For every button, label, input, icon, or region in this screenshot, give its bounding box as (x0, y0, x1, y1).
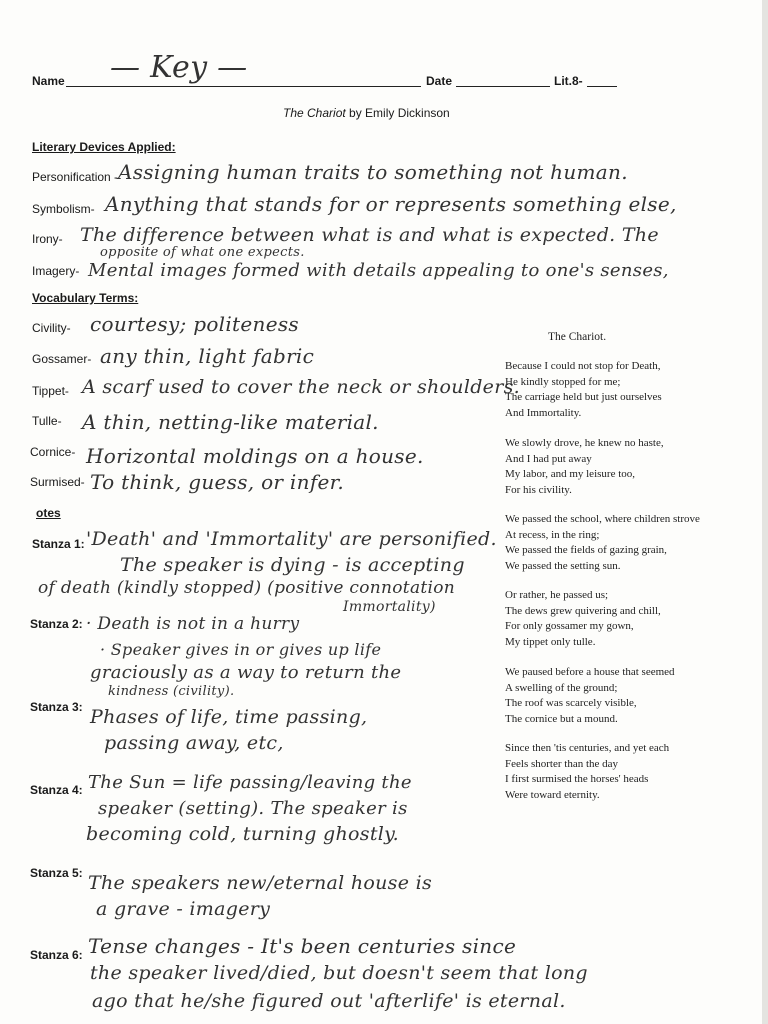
poem-line: The roof was scarcely visible, (505, 697, 637, 709)
stanza-note: The speakers new/eternal house is (88, 872, 433, 894)
stanza-label: Stanza 3: (30, 700, 83, 714)
stanza-note: · Speaker gives in or gives up life (100, 640, 382, 659)
vocab-term: Civility- (32, 321, 71, 335)
name-label: Name (32, 74, 65, 88)
poem-title: The Chariot. (548, 331, 607, 343)
stanza-note: The speaker is dying - is accepting (120, 554, 465, 576)
stanza-note: a grave - imagery (96, 898, 271, 920)
device-answer-continued: opposite of what one expects. (100, 245, 305, 260)
stanza-note: Phases of life, time passing, (90, 706, 368, 728)
poem-stanza (505, 665, 675, 727)
poem-line: We slowly drove, he knew no haste, (505, 437, 664, 449)
poem-line: Feels shorter than the day (505, 757, 619, 770)
stanza-note: · Death is not in a hurry (86, 614, 300, 634)
stanza-note: the speaker lived/died, but doesn't seem that long (90, 962, 588, 984)
stanza-note: of death (kindly stopped) (positive connotation (38, 578, 456, 598)
poem-line: For his civility. (505, 483, 572, 496)
vocab-answer: courtesy; politeness (90, 312, 299, 336)
poem-stanza (505, 512, 700, 574)
vocab-term: Tippet- (32, 384, 69, 398)
poem-line: At recess, in the ring; (505, 528, 600, 541)
stanza-note: Immortality) (343, 599, 436, 615)
poem-line: My labor, and my leisure too, (505, 468, 636, 480)
vocab-answer: A scarf used to cover the neck or shoulders. (82, 376, 520, 398)
stanza-label: Stanza 1: (32, 537, 85, 551)
stanza-label: Stanza 6: (30, 948, 83, 962)
stanza-note: kindness (civility). (108, 684, 235, 699)
device-term: Irony- (32, 232, 63, 246)
work-author: by Emily Dickinson (345, 106, 450, 120)
poem-line: He kindly stopped for me; (505, 375, 621, 388)
literary-devices-heading: Literary Devices Applied: (32, 140, 176, 154)
poem-line: And I had put away (505, 452, 592, 465)
stanza-note: The Sun = life passing/leaving the (88, 772, 412, 793)
device-answer: Mental images formed with details appealing to one's senses, (88, 260, 669, 281)
device-term: Personification - (32, 170, 119, 184)
notes-heading: otes (36, 506, 61, 520)
poem-line: We passed the school, where children strove (505, 513, 700, 525)
poem-line: The cornice but a mound. (505, 712, 618, 725)
device-answer: Assigning human traits to something not human. (118, 160, 628, 184)
vocab-answer: To think, guess, or infer. (90, 470, 344, 494)
vocab-term: Surmised- (30, 475, 85, 489)
poem-stanza (505, 588, 661, 650)
poem-line: And Immortality. (505, 406, 582, 419)
device-answer: Anything that stands for or represents something else, (105, 192, 677, 216)
stanza-label: Stanza 2: (30, 617, 83, 631)
vocab-answer: any thin, light fabric (100, 344, 315, 368)
poem-line: My tippet only tulle. (505, 635, 596, 648)
device-answer: The difference between what is and what is expected. The (80, 224, 659, 246)
date-underline (456, 86, 550, 87)
stanza-note: Tense changes - It's been centuries since (88, 934, 517, 958)
poem-stanza (505, 359, 662, 421)
device-term: Imagery- (32, 264, 80, 278)
vocab-answer: Horizontal moldings on a house. (86, 444, 424, 468)
poem-line: Or rather, he passed us; (505, 589, 609, 601)
poem-line: I first surmised the horses' heads (505, 773, 649, 785)
poem-line: For only gossamer my gown, (505, 620, 634, 632)
poem-line: We paused before a house that seemed (505, 666, 675, 678)
stanza-note: 'Death' and 'Immortality' are personified. (86, 528, 497, 550)
poem-line: Since then 'tis centuries, and yet each (505, 742, 670, 754)
vocabulary-heading: Vocabulary Terms: (32, 291, 139, 305)
stanza-note: passing away, etc, (104, 732, 284, 754)
poem-stanza (505, 436, 664, 498)
poem-line: We passed the fields of gazing grain, (505, 544, 667, 556)
poem-stanza (505, 741, 669, 803)
stanza-note: speaker (setting). The speaker is (98, 798, 408, 819)
poem-line: Because I could not stop for Death, (505, 360, 661, 372)
name-value: — Key — (110, 50, 248, 85)
poem-line: Were toward eternity. (505, 788, 600, 801)
device-term: Symbolism- (32, 202, 95, 216)
stanza-note: graciously as a way to return the (90, 662, 402, 683)
vocab-answer: A thin, netting-like material. (82, 410, 379, 434)
date-label: Date (426, 74, 453, 88)
page-edge-shadow (762, 0, 768, 1024)
page-title (283, 106, 450, 120)
vocab-term: Tulle- (32, 414, 62, 428)
stanza-label: Stanza 5: (30, 866, 83, 880)
poem-line: The dews grew quivering and chill, (505, 604, 661, 617)
class-label: Lit.8- (554, 74, 583, 88)
work-title: The Chariot (283, 106, 346, 120)
stanza-label: Stanza 4: (30, 783, 83, 797)
vocab-term: Gossamer- (32, 352, 92, 366)
poem-line: The carriage held but just ourselves (505, 391, 662, 403)
poem-line: A swelling of the ground; (505, 681, 618, 694)
vocab-term: Cornice- (30, 445, 76, 459)
stanza-note: becoming cold, turning ghostly. (86, 823, 399, 845)
stanza-note: ago that he/she figured out 'afterlife' is eternal. (92, 990, 566, 1012)
poem-line: We passed the setting sun. (505, 559, 621, 572)
class-underline (587, 86, 617, 87)
name-underline (66, 86, 421, 87)
